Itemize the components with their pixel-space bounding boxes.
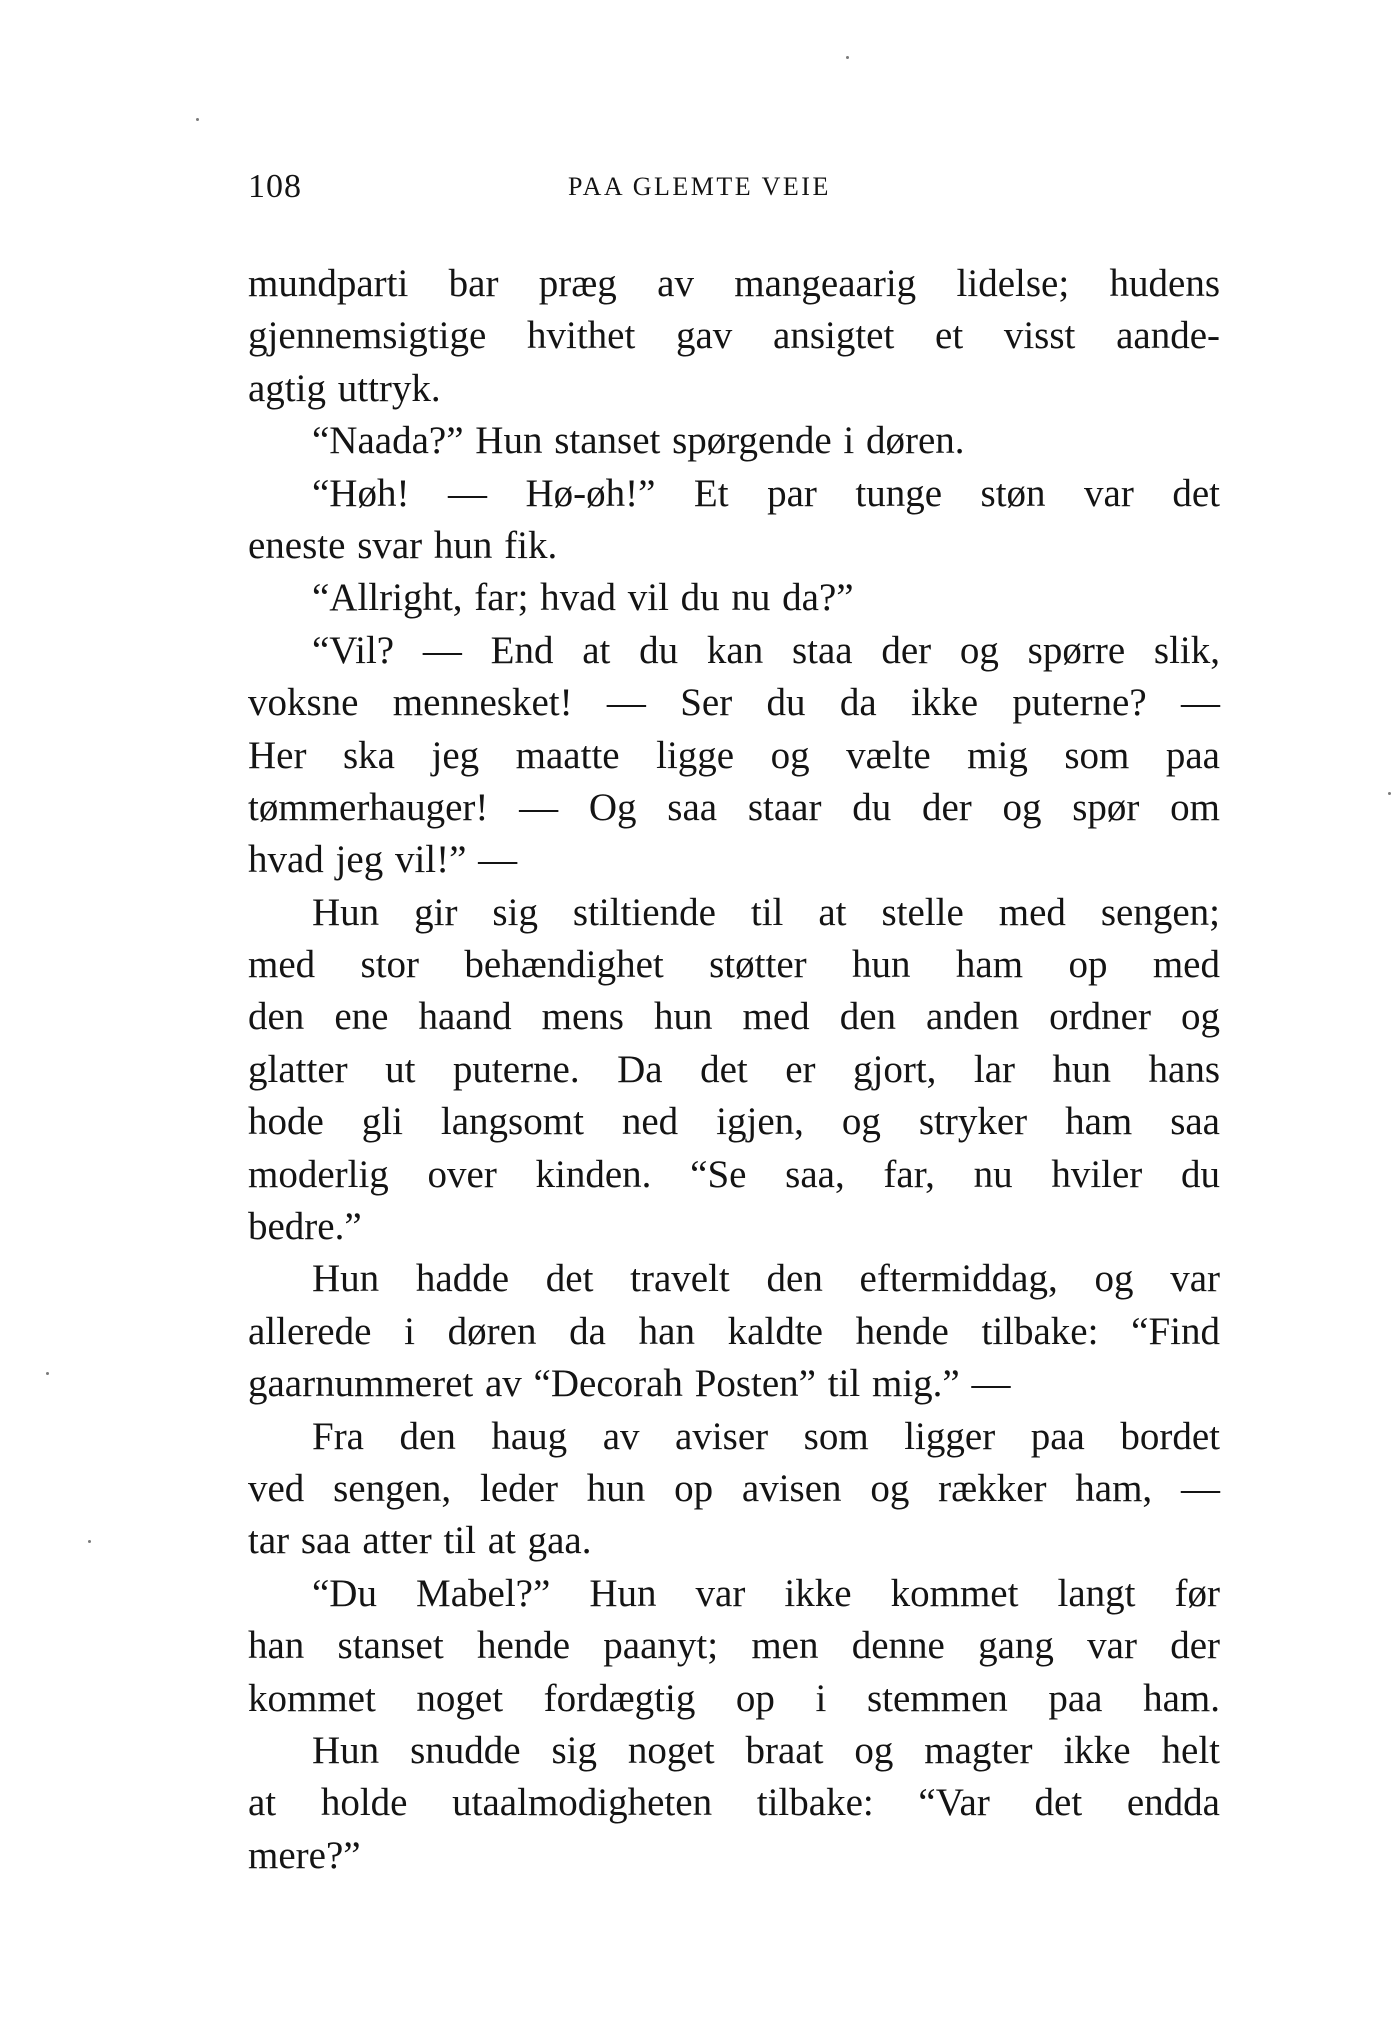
- text-line: gjennemsigtige hvithet gav ansigtet et visst aande-: [248, 314, 1220, 358]
- print-speck: [846, 56, 849, 59]
- text-line: mundparti bar præg av mangeaarig lidelse; hudens: [248, 262, 1220, 305]
- text-line: mere?”: [248, 1833, 361, 1877]
- text-line: Fra den haug av aviser som ligger paa bordet: [312, 1414, 1220, 1458]
- text-line: Hun gir sig stiltiende til at stelle med sengen;: [312, 890, 1220, 934]
- text-line: ved sengen, leder hun op avisen og rækker ham, —: [248, 1466, 1220, 1510]
- body-text: [248, 258, 1220, 1882]
- text-line: at holde utaalmodigheten tilbake: “Var det endda: [248, 1781, 1220, 1825]
- text-line: hvad jeg vil!” —: [248, 838, 518, 882]
- text-line: allerede i døren da han kaldte hende tilbake: “Find: [248, 1309, 1220, 1353]
- page-number: 108: [248, 168, 302, 205]
- print-speck: [196, 118, 199, 121]
- text-line: bedre.”: [248, 1205, 362, 1249]
- text-line: Hun hadde det travelt den eftermiddag, og var: [312, 1257, 1220, 1301]
- text-line: med stor behændighet støtter hun ham op med: [248, 943, 1220, 987]
- text-line: voksne mennesket! — Ser du da ikke puterne? —: [248, 681, 1220, 725]
- print-speck: [46, 1372, 49, 1375]
- print-speck: [1388, 792, 1391, 795]
- text-line: “Naada?” Hun stanset spørgende i døren.: [312, 419, 965, 463]
- text-line: agtig uttryk.: [248, 366, 441, 410]
- text-line: tømmerhauger! — Og saa staar du der og spør om: [248, 785, 1220, 829]
- text-line: hode gli langsomt ned igjen, og stryker ham saa: [248, 1100, 1220, 1144]
- text-line: den ene haand mens hun med den anden ordner og: [248, 995, 1220, 1039]
- text-line: moderlig over kinden. “Se saa, far, nu hviler du: [248, 1152, 1220, 1196]
- text-line: “Du Mabel?” Hun var ikke kommet langt før: [312, 1571, 1220, 1615]
- text-line: Hun snudde sig noget braat og magter ikke helt: [312, 1728, 1220, 1772]
- text-line: “Høh! — Hø-øh!” Et par tunge støn var det: [312, 471, 1220, 515]
- text-line: kommet noget fordægtig op i stemmen paa ham.: [248, 1676, 1220, 1720]
- text-line: “Vil? — End at du kan staa der og spørre slik,: [312, 628, 1220, 672]
- text-line: glatter ut puterne. Da det er gjort, lar hun hans: [248, 1047, 1220, 1091]
- text-line: han stanset hende paanyt; men denne gang var der: [248, 1624, 1220, 1668]
- print-speck: [88, 1540, 91, 1543]
- text-line: “Allright, far; hvad vil du nu da?”: [312, 576, 854, 620]
- running-head: [248, 168, 1220, 208]
- text-line: Her ska jeg maatte ligge og vælte mig som paa: [248, 733, 1220, 777]
- text-line: tar saa atter til at gaa.: [248, 1519, 592, 1563]
- running-title: PAA GLEMTE VEIE: [568, 172, 831, 201]
- text-line: gaarnummeret av “Decorah Posten” til mig.” —: [248, 1362, 1011, 1406]
- text-line: eneste svar hun fik.: [248, 523, 558, 567]
